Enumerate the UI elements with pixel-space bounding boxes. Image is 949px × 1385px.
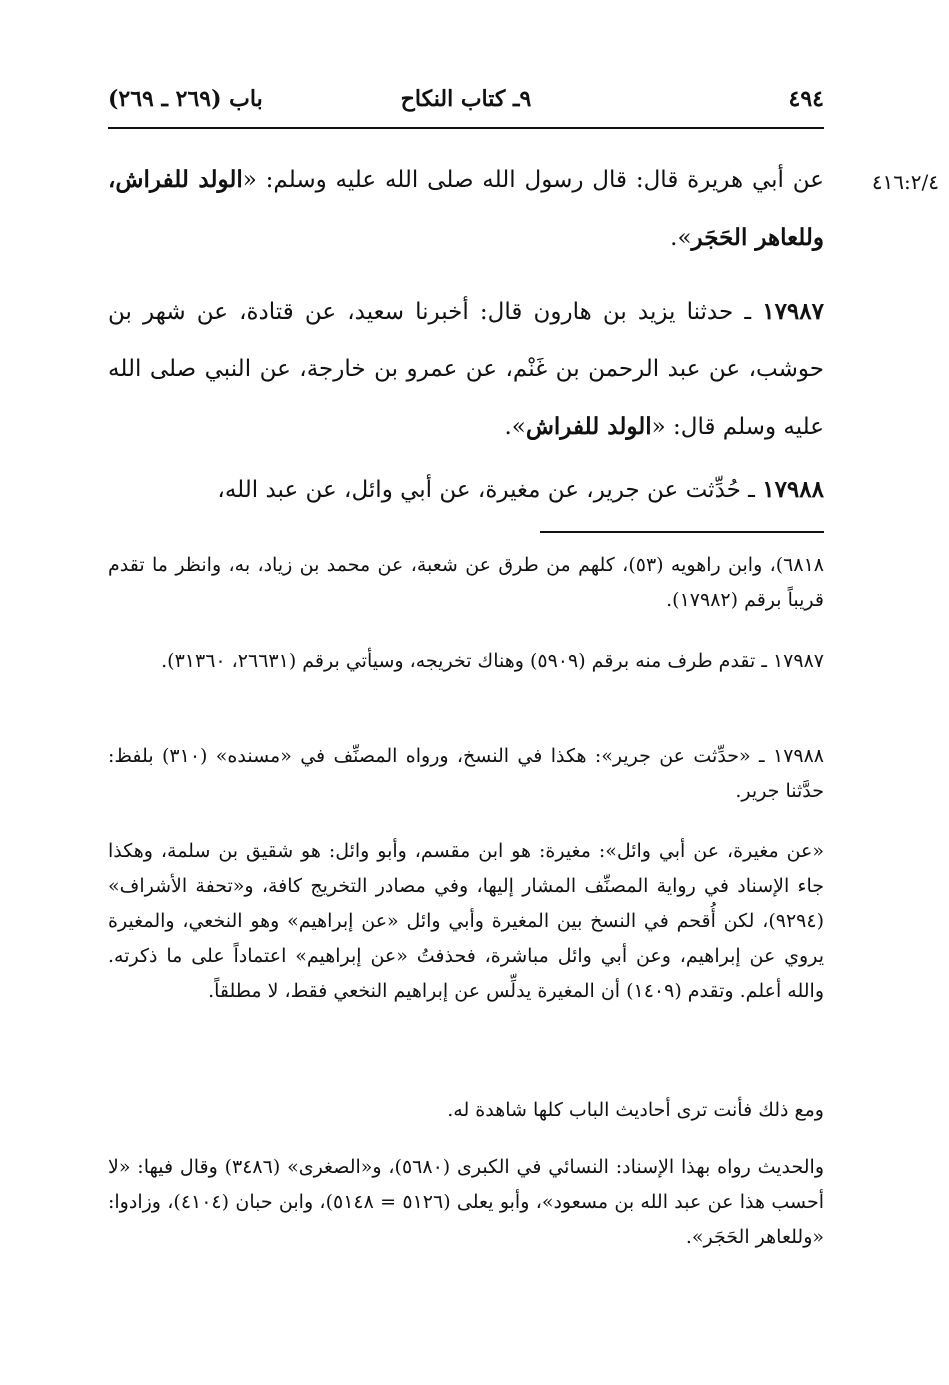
footnote-3: ١٧٩٨٨ ـ «حدِّثت عن جرير»: هكذا في النسخ، ورواه المصنِّف في «مسنده» (٣١٠) بلفظ: حدَّثنا جرير.	[108, 745, 825, 802]
hadith-number: ١٧٩٨٧	[762, 298, 824, 325]
hadith-text-1	[108, 151, 824, 267]
hadith-quote: الولد للفراش	[525, 413, 652, 440]
hadith-end: ».	[504, 414, 526, 440]
hadith-isnad: ـ حدثنا يزيد بن هارون قال: أخبرنا سعيد، عن قتادة، عن شهر بن حوشب، عن عبد الرحمن بن غَنْم، عن عمرو بن خارجة، عن النبي صلى الله عليه وسلم قال: «	[108, 299, 824, 440]
margin-reference: ٤١٦:٢/٤	[871, 170, 939, 194]
hadith-isnad: ـ حُدِّثت عن جرير، عن مغيرة، عن أبي وائل، عن عبد الله،	[217, 477, 763, 503]
footnote-2: ١٧٩٨٧ ـ تقدم طرف منه برقم (٥٩٠٩) وهناك تخريجه، وسيأتي برقم (٢٦٦٣١، ٣١٣٦٠).	[161, 650, 824, 672]
hadith-number: ١٧٩٨٨	[762, 476, 824, 503]
chapter-range: باب (٢٦٩ ـ ٢٦٩)	[108, 86, 263, 112]
footnote-4: «عن مغيرة، عن أبي وائل»: مغيرة: هو ابن مقسم، وأبو وائل: هو شقيق بن سلمة، وهكذا جاء الإسناد في رواية المصنِّف المشار إليها، وفي مصادر التخريج كافة، و«تحفة الأشراف» (٩٢٩٤)، لكن أُقحم في النسخ بين المغيرة وأبي وائل «عن إبراهيم» وهو النخعي، والمغيرة يروي عن إبراهيم، وعن أبي وائل مباشرة، فحذفتُ «عن إبراهيم» اعتماداً على ما ذكرته. والله أعلم. وتقدم (١٤٠٩) أن المغيرة يدلِّس عن إبراهيم النخعي فقط، لا مطلقاً.	[108, 840, 824, 1002]
page-header	[108, 86, 824, 122]
page-number: ٤٩٤	[788, 86, 824, 112]
hadith-intro: عن أبي هريرة قال: قال رسول الله صلى الله عليه وسلم: «	[242, 167, 824, 193]
hadith-17988	[108, 461, 824, 519]
footnote-divider	[540, 531, 824, 533]
footnote-1: ٦٨١٨)، وابن راهويه (٥٣)، كلهم من طرق عن شعبة، عن محمد بن زياد، به، وانظر ما تقدم قريباً برقم (١٧٩٨٢).	[108, 554, 824, 611]
hadith-17987	[108, 283, 824, 456]
footnote-5: ومع ذلك فأنت ترى أحاديث الباب كلها شاهدة له.	[447, 1099, 824, 1121]
hadith-end: ».	[670, 225, 692, 251]
footnote-6: والحديث رواه بهذا الإسناد: النسائي في الكبرى (٥٦٨٠)، و«الصغرى» (٣٤٨٦) وقال فيها: «لا أحسب هذا عن عبد الله بن مسعود»، وأبو يعلى (٥١٢٦ = ٥١٤٨)، وابن حبان (٤١٠٤)، وزادوا: «وللعاهر الحَجَر».	[108, 1156, 824, 1248]
hadith-quote: الولد للفراش، وللعاهر الحَجَر	[108, 166, 824, 251]
book-title: ٩ـ كتاب النكاح	[400, 86, 532, 112]
header-divider	[108, 127, 824, 129]
